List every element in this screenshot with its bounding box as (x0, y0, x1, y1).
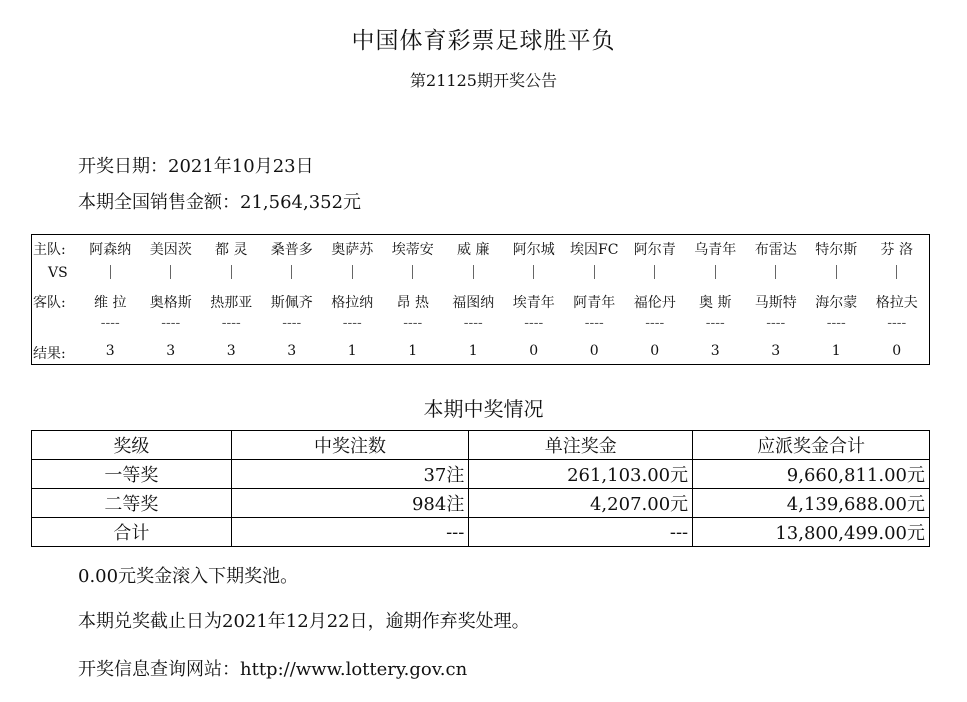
match-column (443, 235, 504, 364)
away-team: 奥 斯 (699, 295, 732, 311)
match-result: 0 (650, 343, 660, 359)
vs-divider (322, 265, 383, 283)
dash-separator: ---- (463, 315, 483, 331)
match-column (262, 235, 323, 364)
match-column (322, 235, 383, 364)
rollover-note: 0.00元奖金滚入下期奖池。 (78, 566, 299, 587)
winner-count: 37注 (231, 460, 469, 489)
match-column (867, 235, 928, 364)
home-team: 埃因FC (570, 242, 619, 258)
vs-label: VS (48, 265, 68, 281)
match-result: 3 (771, 343, 781, 359)
match-result: 1 (347, 343, 357, 359)
home-team: 美因茨 (149, 242, 192, 258)
website-note: 开奖信息查询网站：http://www.lottery.gov.cn (78, 659, 468, 680)
dash-separator: ---- (826, 315, 846, 331)
match-table (31, 234, 930, 365)
vs-divider (141, 265, 202, 283)
home-team: 阿尔城 (512, 242, 555, 258)
match-column (806, 235, 867, 364)
vs-divider (504, 265, 565, 283)
match-column (141, 235, 202, 364)
home-label: 主队: (33, 242, 66, 258)
dash-separator: ---- (705, 315, 725, 331)
prize-header-row (32, 431, 930, 460)
prize-level: 合计 (32, 518, 232, 547)
match-result: 0 (892, 343, 902, 359)
dash-separator: ---- (221, 315, 241, 331)
winner-count: --- (231, 518, 469, 547)
home-team: 都 灵 (215, 242, 248, 258)
match-column (564, 235, 625, 364)
dash-separator: ---- (766, 315, 786, 331)
dash-separator: ---- (342, 315, 362, 331)
prize-table (31, 430, 930, 547)
away-team: 奥格斯 (149, 295, 192, 311)
away-team: 马斯特 (754, 295, 797, 311)
match-column (504, 235, 565, 364)
prize-section-title: 本期中奖情况 (423, 397, 544, 421)
vs-divider (80, 265, 141, 283)
home-team: 阿森纳 (89, 242, 132, 258)
home-team: 桑普多 (270, 242, 313, 258)
vs-divider (383, 265, 444, 283)
match-result: 3 (710, 343, 720, 359)
home-team: 阿尔青 (633, 242, 676, 258)
vs-divider (625, 265, 686, 283)
vs-divider (867, 265, 928, 283)
match-result: 3 (166, 343, 176, 359)
match-column (685, 235, 746, 364)
away-team: 阿青年 (573, 295, 616, 311)
table-row (32, 460, 930, 489)
match-column (746, 235, 807, 364)
match-result: 3 (226, 343, 236, 359)
away-label: 客队: (33, 295, 66, 311)
match-result: 1 (831, 343, 841, 359)
unit-prize: 4,207.00元 (469, 489, 693, 518)
vs-divider (685, 265, 746, 283)
vs-divider (564, 265, 625, 283)
match-column (201, 235, 262, 364)
away-team: 格拉夫 (875, 295, 918, 311)
draw-date: 开奖日期：2021年10月23日 (78, 156, 314, 177)
match-result: 1 (468, 343, 478, 359)
match-result: 0 (529, 343, 539, 359)
header-count: 中奖注数 (231, 431, 469, 460)
total-prize: 4,139,688.00元 (693, 489, 930, 518)
page-title: 中国体育彩票足球胜平负 (351, 28, 616, 54)
dash-separator: ---- (100, 315, 120, 331)
vs-divider (746, 265, 807, 283)
unit-prize: --- (469, 518, 693, 547)
home-team: 特尔斯 (815, 242, 858, 258)
match-row-labels (32, 235, 78, 364)
match-result: 1 (408, 343, 418, 359)
unit-prize: 261,103.00元 (469, 460, 693, 489)
header-total-prize: 应派奖金合计 (693, 431, 930, 460)
match-result: 0 (589, 343, 599, 359)
dash-separator: ---- (524, 315, 544, 331)
total-prize: 13,800,499.00元 (693, 518, 930, 547)
dash-separator: ---- (161, 315, 181, 331)
match-column (80, 235, 141, 364)
table-row (32, 489, 930, 518)
away-team: 海尔蒙 (815, 295, 858, 311)
winner-count: 984注 (231, 489, 469, 518)
dash-separator: ---- (645, 315, 665, 331)
table-row (32, 518, 930, 547)
away-team: 福图纳 (452, 295, 495, 311)
away-team: 热那亚 (210, 295, 253, 311)
dash-separator: ---- (887, 315, 907, 331)
header-unit-prize: 单注奖金 (469, 431, 693, 460)
vs-divider (443, 265, 504, 283)
away-team: 斯佩齐 (270, 295, 313, 311)
away-team: 格拉纳 (331, 295, 374, 311)
match-result: 3 (287, 343, 297, 359)
away-team: 维 拉 (94, 295, 127, 311)
sales-amount: 本期全国销售金额：21,564,352元 (78, 192, 362, 213)
home-team: 奥萨苏 (331, 242, 374, 258)
away-team: 福伦丹 (633, 295, 676, 311)
total-prize: 9,660,811.00元 (693, 460, 930, 489)
vs-divider (806, 265, 867, 283)
home-team: 乌青年 (694, 242, 737, 258)
dash-separator: ---- (282, 315, 302, 331)
result-label: 结果: (33, 346, 66, 362)
dash-separator: ---- (584, 315, 604, 331)
home-team: 埃蒂安 (391, 242, 434, 258)
header-level: 奖级 (32, 431, 232, 460)
match-column (383, 235, 444, 364)
vs-divider (262, 265, 323, 283)
dash-separator: ---- (403, 315, 423, 331)
deadline-note: 本期兑奖截止日为2021年12月22日，逾期作弃奖处理。 (78, 611, 530, 632)
vs-divider (201, 265, 262, 283)
home-team: 芬 洛 (880, 242, 913, 258)
home-team: 布雷达 (754, 242, 797, 258)
away-team: 昂 热 (396, 295, 429, 311)
away-team: 埃青年 (512, 295, 555, 311)
prize-level: 二等奖 (32, 489, 232, 518)
match-result: 3 (105, 343, 115, 359)
home-team: 威 廉 (457, 242, 490, 258)
match-column (625, 235, 686, 364)
issue-subtitle: 第21125期开奖公告 (410, 71, 557, 90)
prize-level: 一等奖 (32, 460, 232, 489)
